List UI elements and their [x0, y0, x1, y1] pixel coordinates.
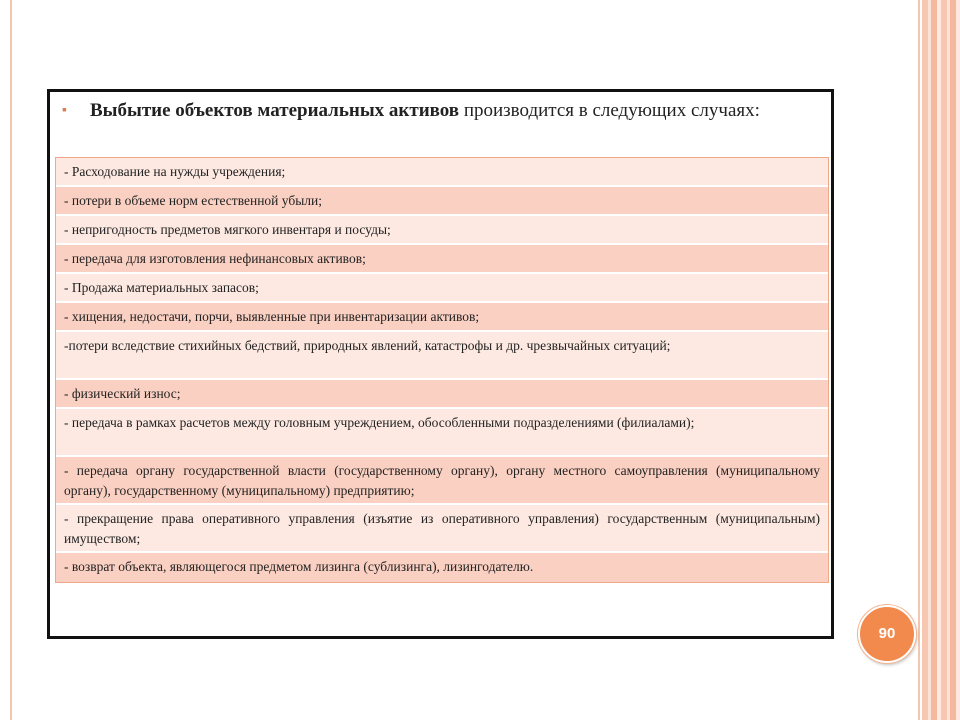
intro-paragraph	[60, 98, 825, 124]
bullet-icon: ▪	[62, 103, 67, 118]
case-row: - передача органу государственной власти (государственному органу), органу местного самоуправления (муниципальному органу), государственному (муниципальному) предприятию;	[56, 457, 828, 505]
case-row: - Расходование на нужды учреждения;	[56, 158, 828, 187]
intro-rest-text: производится в следующих случаях:	[459, 100, 760, 121]
case-row: - передача для изготовления нефинансовых активов;	[56, 245, 828, 274]
case-row: - хищения, недостачи, порчи, выявленные при инвентаризации активов;	[56, 303, 828, 332]
case-row: - потери в объеме норм естественной убыли;	[56, 187, 828, 216]
content-frame	[47, 89, 834, 639]
case-row: - Продажа материальных запасов;	[56, 274, 828, 303]
case-row: - возврат объекта, являющегося предметом лизинга (сублизинга), лизингодателю.	[56, 553, 828, 582]
case-row: - непригодность предметов мягкого инвентаря и посуды;	[56, 216, 828, 245]
intro-text	[90, 98, 825, 124]
case-row: -потери вследствие стихийных бедствий, природных явлений, катастрофы и др. чрезвычайных ситуаций;	[56, 332, 828, 380]
decorative-stripes	[922, 0, 960, 720]
intro-bold-text: Выбытие объектов материальных активов	[90, 100, 460, 121]
page-number-badge: 90	[858, 605, 916, 663]
left-border-line	[10, 0, 12, 720]
case-row: - физический износ;	[56, 380, 828, 409]
cases-table	[55, 157, 829, 583]
right-border-line	[918, 0, 920, 720]
case-row: - передача в рамках расчетов между головным учреждением, обособленными подразделениями (филиалами);	[56, 409, 828, 457]
case-row: - прекращение права оперативного управления (изъятие из оперативного управления) государственным (муниципальным) имуществом;	[56, 505, 828, 553]
